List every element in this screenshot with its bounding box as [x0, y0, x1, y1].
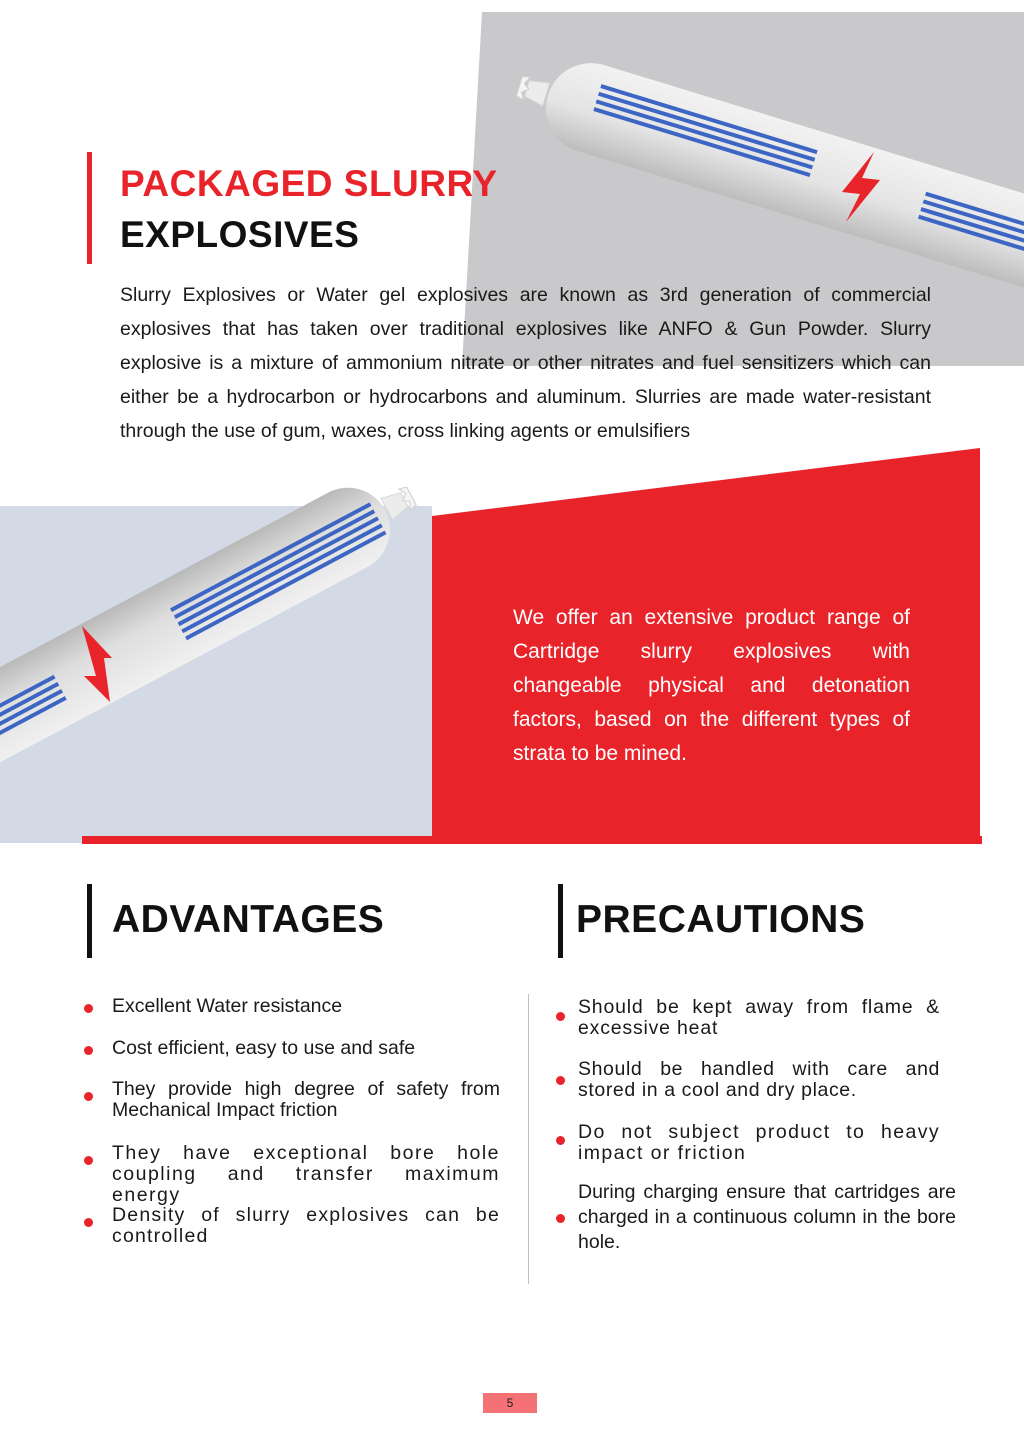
- list-item: They have exceptional bore hole coupling and transfer maximum energy: [112, 1142, 500, 1206]
- list-item: Should be handled with care and stored in a cool and dry place.: [578, 1058, 940, 1101]
- page-number: 5: [483, 1393, 537, 1413]
- title-accent-bar: [87, 152, 92, 264]
- bullet-dot-icon: [84, 1004, 93, 1013]
- list-item: Density of slurry explosives can be controlled: [112, 1204, 500, 1247]
- bullet-dot-icon: [84, 1218, 93, 1227]
- list-item: Cost efficient, easy to use and safe: [112, 1037, 416, 1059]
- page-title-line1: PACKAGED SLURRY: [120, 163, 498, 204]
- list-item: During charging ensure that cartridges are charged in a continuous column in the bore hole.: [578, 1181, 956, 1253]
- page-title-line2: EXPLOSIVES: [120, 214, 360, 255]
- advantages-accent-bar: [87, 884, 92, 958]
- advantages-title: ADVANTAGES: [112, 898, 385, 941]
- offer-paragraph: We offer an extensive product range of Cartridge slurry explosives with changeable physical and detonation factors, based on the different types of strata to be mined.: [513, 606, 910, 765]
- red-underline: [82, 836, 982, 844]
- list-item: Should be kept away from flame & excessive heat: [578, 996, 940, 1039]
- bullet-dot-icon: [556, 1012, 565, 1021]
- bullet-dot-icon: [556, 1136, 565, 1145]
- precautions-accent-bar: [558, 884, 563, 958]
- intro-paragraph: Slurry Explosives or Water gel explosives are known as 3rd generation of commercial explosives that has taken over traditional explosives like ANFO & Gun Powder. Slurry explosive is a mixture of ammonium nitrate or other nitrates and fuel sensitizers which can either be a hydrocarbon or hydrocarbons and aluminum. Slurries are made water-resistant through the use of gum, waxes, cross linking agents or emulsifiers: [120, 284, 931, 442]
- bullet-dot-icon: [84, 1046, 93, 1055]
- precautions-title: PRECAUTIONS: [576, 898, 866, 941]
- list-item: Do not subject product to heavy impact or friction: [578, 1121, 940, 1164]
- list-item: Excellent Water resistance: [112, 995, 343, 1017]
- bullet-dot-icon: [84, 1092, 93, 1101]
- column-divider: [528, 994, 529, 1284]
- bullet-dot-icon: [84, 1156, 93, 1165]
- bullet-dot-icon: [556, 1076, 565, 1085]
- bullet-dot-icon: [556, 1214, 565, 1223]
- list-item: They provide high degree of safety from Mechanical Impact friction: [112, 1078, 500, 1121]
